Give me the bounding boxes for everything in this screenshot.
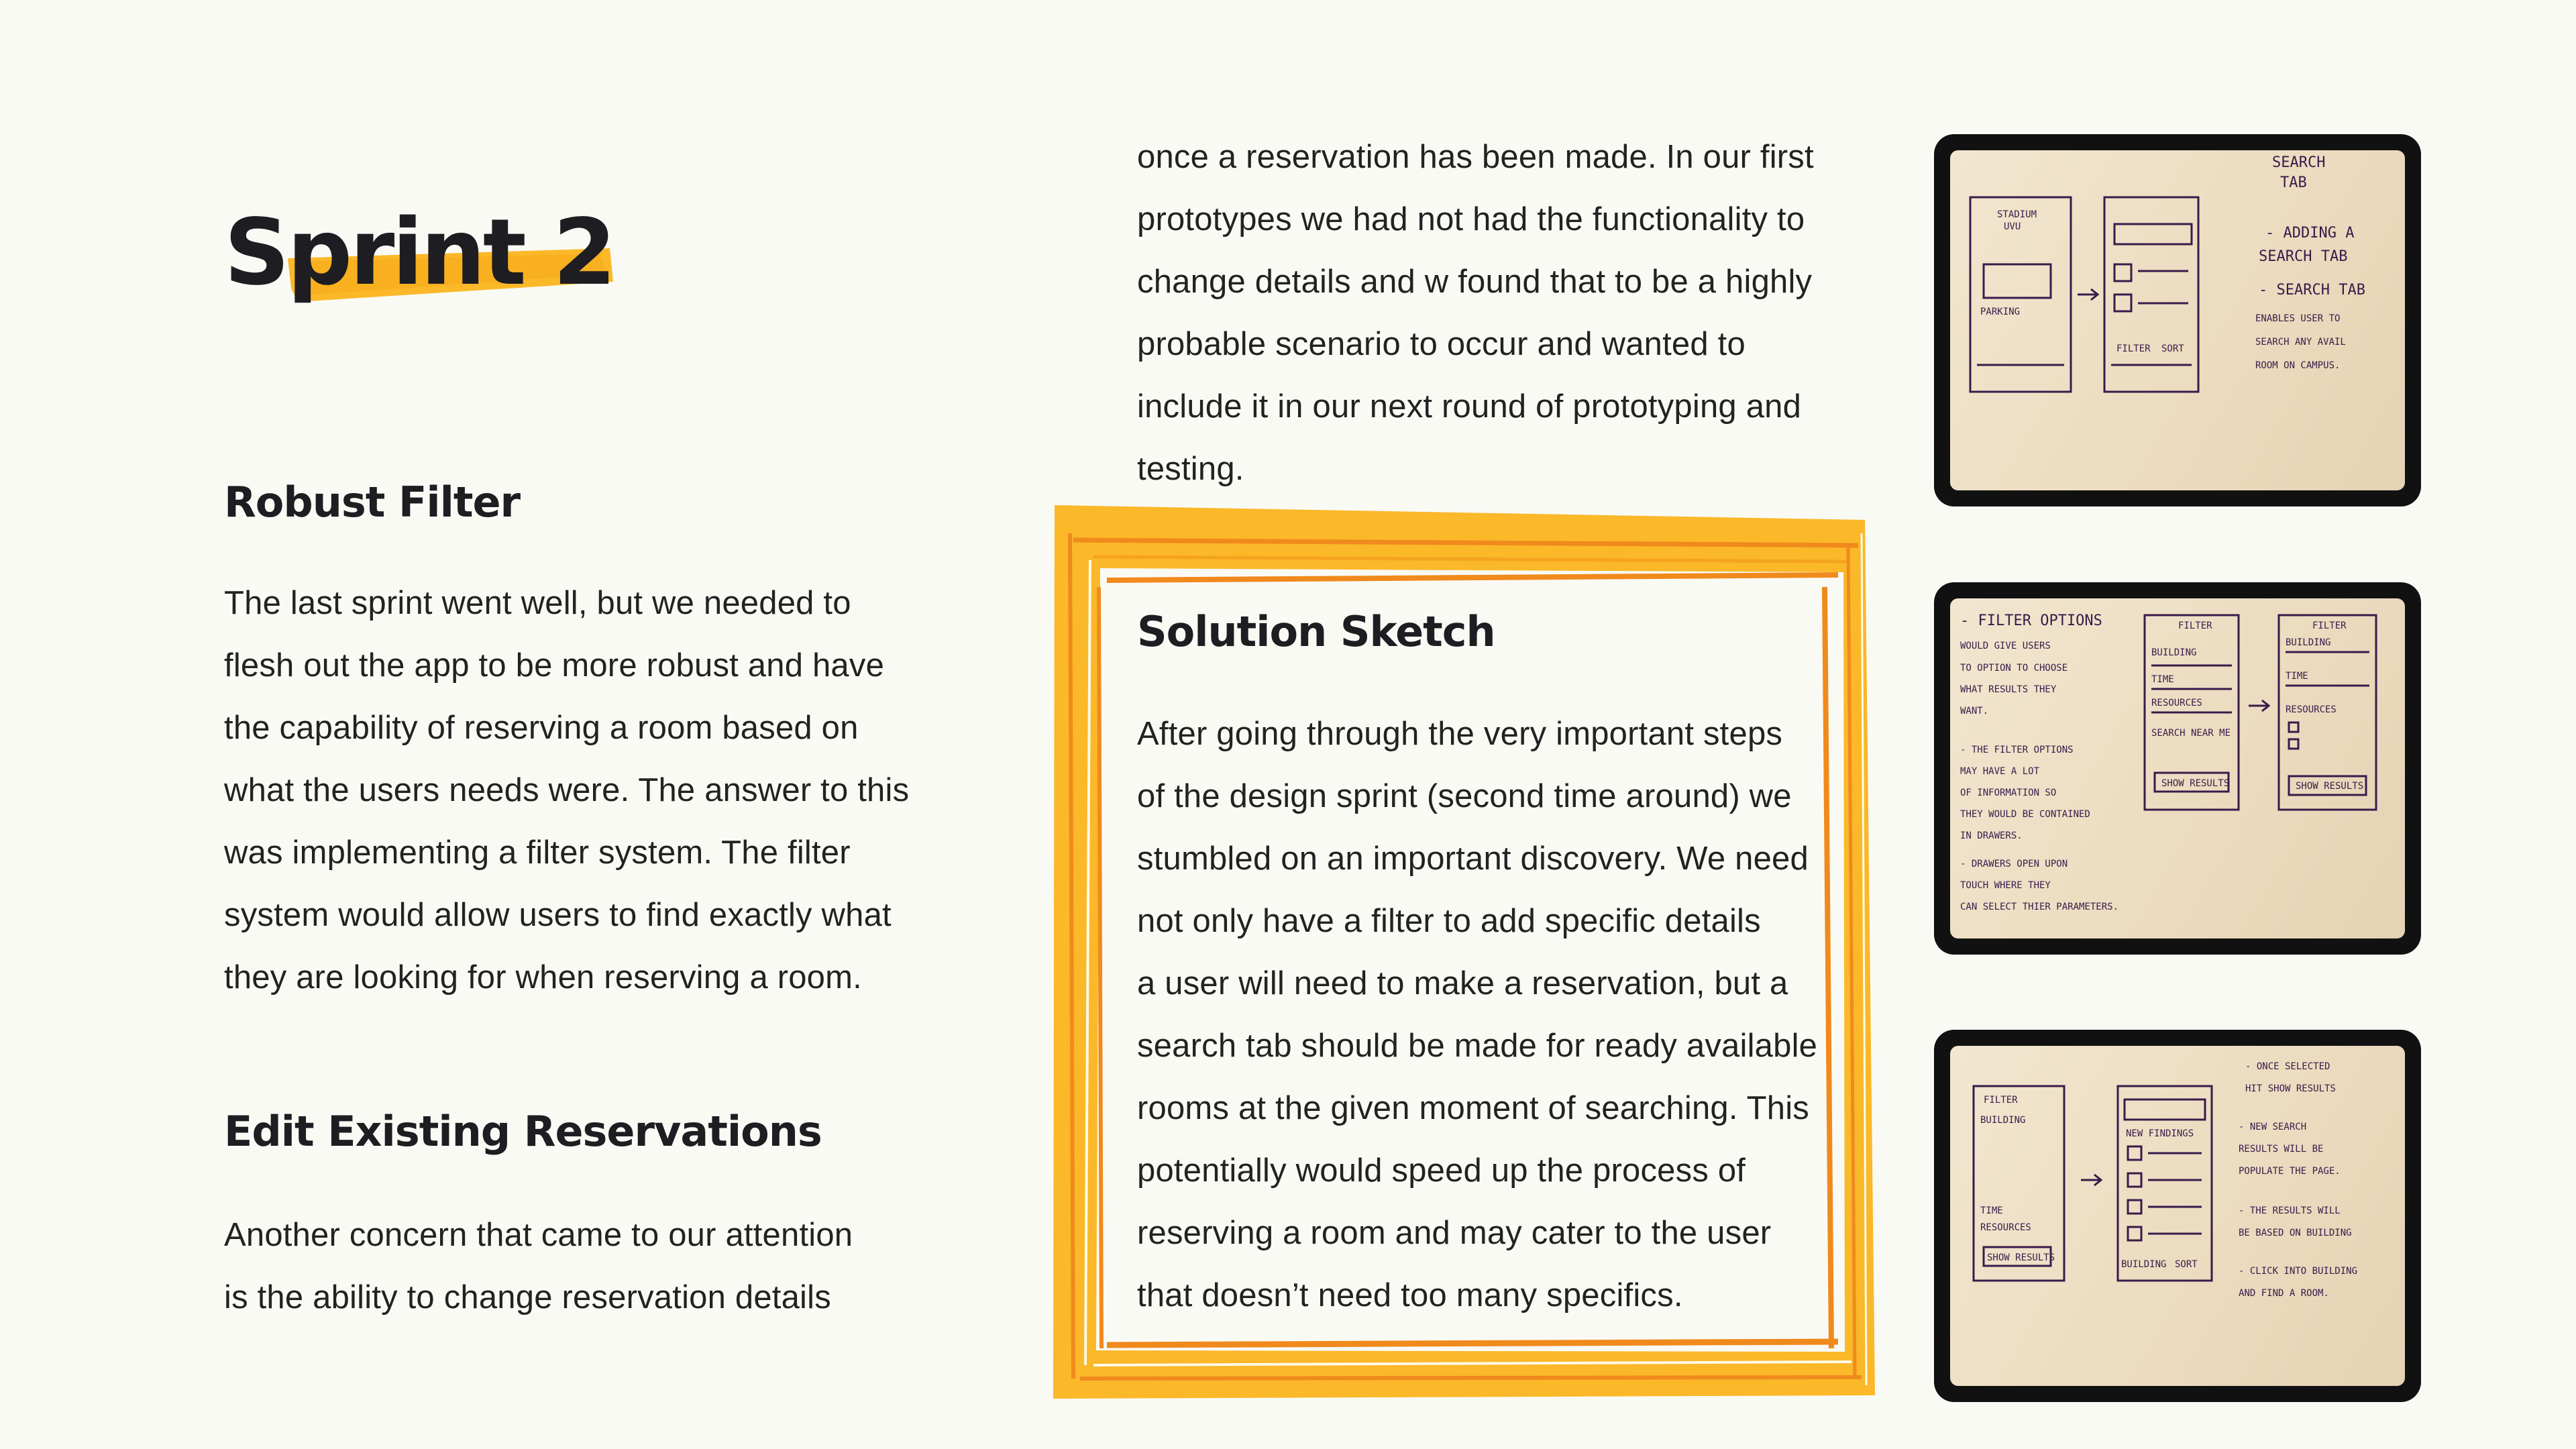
sketch-photo-search-tab — [1934, 134, 2421, 506]
sketch-label: RESOURCES — [2286, 704, 2337, 715]
sketch-note: POPULATE THE PAGE. — [2239, 1166, 2341, 1177]
paragraph-line: system would allow users to find exactly what — [224, 897, 892, 933]
paragraph-line: The last sprint went well, but we needed to — [224, 585, 851, 621]
sketch-note: TOUCH WHERE THEY — [1960, 880, 2051, 891]
edit-reservations-heading: Edit Existing Reservations — [224, 1107, 822, 1156]
sketch-label: STADIUM — [1997, 209, 2037, 220]
sketch-note: SEARCH TAB — [2259, 248, 2348, 265]
sketch-note: ROOM ON CAMPUS. — [2255, 360, 2341, 371]
robust-filter-heading: Robust Filter — [224, 478, 521, 527]
sketch-note: WANT. — [1960, 706, 1989, 716]
page-title: Sprint 2 — [224, 200, 614, 306]
continuation-paragraph — [1137, 126, 1875, 500]
sketch-note: SEARCH ANY AVAIL — [2255, 337, 2346, 347]
sketch-note: - THE FILTER OPTIONS — [1960, 745, 2074, 755]
sketch-label: SORT — [2175, 1259, 2198, 1270]
sketch-label: UVU — [2004, 221, 2021, 232]
sketch-note: IN DRAWERS. — [1960, 830, 2023, 841]
sketch-photo-search-results — [1934, 1030, 2421, 1402]
paragraph-line: what the users needs were. The answer to this — [224, 772, 910, 808]
sketch-label: TIME — [2286, 671, 2308, 682]
sketch-photo-filter-options — [1934, 582, 2421, 955]
paragraph-line: potentially would speed up the process of — [1137, 1152, 1746, 1189]
sketch-note: TAB — [2280, 174, 2307, 191]
paragraph-line: is the ability to change reservation details — [224, 1279, 831, 1316]
title-block — [224, 195, 627, 329]
sketch-note: CAN SELECT THIER PARAMETERS. — [1960, 902, 2119, 912]
sketch-note: AND FIND A ROOM. — [2239, 1288, 2329, 1299]
paragraph-line: not only have a filter to add specific details — [1137, 903, 1761, 939]
robust-filter-paragraph — [224, 572, 962, 1009]
edit-reservations-paragraph — [224, 1204, 962, 1329]
paragraph-line: prototypes we had not had the functionality to — [1137, 201, 1805, 237]
sketch-label: PARKING — [1980, 307, 2021, 317]
paragraph-line: probable scenario to occur and wanted to — [1137, 326, 1746, 362]
sketch-label: RESOURCES — [2151, 698, 2202, 708]
sketch-label: BUILDING — [2121, 1259, 2167, 1270]
sketch-label: SHOW RESULTS — [2161, 778, 2230, 789]
sketch-label: RESOURCES — [1980, 1222, 2031, 1233]
sketch-note: RESULTS WILL BE — [2239, 1144, 2324, 1155]
paragraph-line: that doesn’t need too many specifics. — [1137, 1277, 1683, 1313]
sketch-label: FILTER — [2178, 621, 2212, 631]
sketch-label: SHOW RESULTS — [1987, 1252, 2055, 1263]
sketch-label: NEW FINDINGS — [2126, 1128, 2194, 1139]
sketch-note: - THE RESULTS WILL — [2239, 1205, 2341, 1216]
paragraph-line: of the design sprint (second time around) we — [1137, 778, 1792, 814]
sketch-note: SEARCH — [2272, 154, 2326, 171]
sketch-label: TIME — [1980, 1205, 2003, 1216]
solution-sketch-heading: Solution Sketch — [1137, 607, 1495, 656]
paragraph-line: search tab should be made for ready available — [1137, 1028, 1818, 1064]
sketch-label: SHOW RESULTS — [2296, 781, 2364, 792]
sketch-label: FILTER — [2116, 343, 2151, 354]
sketch-note: WOULD GIVE USERS — [1960, 641, 2051, 651]
paragraph-line: the capability of reserving a room based on — [224, 710, 859, 746]
sketch-label: FILTER — [1984, 1095, 2018, 1106]
paragraph-line: include it in our next round of prototyping and — [1137, 388, 1802, 425]
sketch-label: FILTER — [2312, 621, 2347, 631]
paragraph-line: a user will need to make a reservation, but a — [1137, 965, 1788, 1002]
sketch-note: BE BASED ON BUILDING — [2239, 1228, 2352, 1238]
sketch-note: ENABLES USER TO — [2255, 313, 2341, 324]
paragraph-line: reserving a room and may cater to the user — [1137, 1215, 1772, 1251]
sketch-note: - CLICK INTO BUILDING — [2239, 1266, 2358, 1277]
sketch-note: WHAT RESULTS THEY — [1960, 684, 2057, 695]
sketch-note: OF INFORMATION SO — [1960, 788, 2057, 798]
paragraph-line: testing. — [1137, 451, 1244, 487]
sketch-label: BUILDING — [2286, 637, 2331, 648]
paragraph-line: rooms at the given moment of searching. This — [1137, 1090, 1809, 1126]
paragraph-line: After going through the very important steps — [1137, 716, 1783, 752]
sketch-label: SORT — [2161, 343, 2184, 354]
sketch-note: - DRAWERS OPEN UPON — [1960, 859, 2068, 869]
sketch-note: - ADDING A — [2265, 225, 2355, 241]
paragraph-line: change details and w found that to be a highly — [1137, 264, 1813, 300]
sketch-note: - SEARCH TAB — [2259, 282, 2365, 299]
paragraph-line: they are looking for when reserving a room. — [224, 959, 862, 996]
sketch-note: MAY HAVE A LOT — [1960, 766, 2040, 777]
sketch-note: - NEW SEARCH — [2239, 1122, 2307, 1132]
paragraph-line: was implementing a filter system. The filter — [224, 835, 851, 871]
sketch-label: BUILDING — [1980, 1115, 2026, 1126]
sketch-note: - ONCE SELECTED — [2245, 1061, 2330, 1072]
paragraph-line: once a reservation has been made. In our first — [1137, 139, 1814, 175]
sketch-note: TO OPTION TO CHOOSE — [1960, 663, 2068, 674]
sketch-note: THEY WOULD BE CONTAINED — [1960, 809, 2090, 820]
sketch-note: HIT SHOW RESULTS — [2245, 1083, 2336, 1094]
paragraph-line: flesh out the app to be more robust and have — [224, 647, 885, 684]
solution-sketch-paragraph — [1137, 703, 1862, 1327]
paragraph-line: Another concern that came to our attention — [224, 1217, 853, 1253]
paragraph-line: stumbled on an important discovery. We need — [1137, 841, 1809, 877]
sketch-note: - FILTER OPTIONS — [1960, 612, 2102, 629]
sketch-label: SEARCH NEAR ME — [2151, 728, 2231, 739]
sketch-label: TIME — [2151, 674, 2174, 685]
sketch-label: BUILDING — [2151, 647, 2197, 658]
